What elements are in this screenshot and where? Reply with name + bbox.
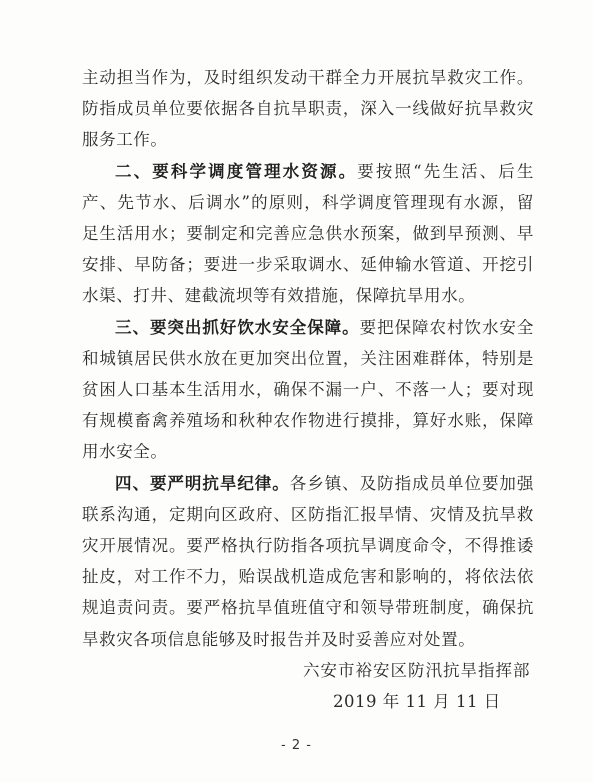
section-2-heading: 二、要科学调度管理水资源。: [115, 161, 358, 181]
section-3-paragraph: [82, 312, 534, 468]
section-2-paragraph: [82, 156, 534, 312]
section-4-body: 各乡镇、及防指成员单位要加强联系沟通，定期向区政府、区防指汇报旱情、灾情及抗旱救灾开展情况。要严格执行防指各项抗旱调度命令，不得推诿扯皮，对工作不力，贻误战机造成危害和影响的，将依法依规追责问责。要严格抗旱值班值守和领导带班制度，确保抗旱救灾各项信息能够及时报告并及时妥善应对处置。: [82, 473, 535, 649]
section-4-paragraph: [82, 468, 534, 655]
signature-date: 2019 年 11 月 11 日: [333, 692, 501, 711]
section-2-body: 要按照“先生活、后生产、先节水、后调水”的原则，科学调度管理现有水源，留足生活用水；要制定和完善应急供水预案，做到早预测、早安排、早防备；要进一步采取调水、延伸输水管道、开挖引水渠、打井、建截流坝等有效措施，保障抗旱用水。: [82, 161, 534, 306]
section-3-body: 要把保障农村饮水安全和城镇居民供水放在更加突出位置，关注困难群体，特别是贫困人口基本生活用水，确保不漏一户、不落一人；要对现有规模畜禽养殖场和秋种农作物进行摸排，算好水账，保障用水安全。: [82, 317, 535, 462]
page-number: - 2 -: [281, 738, 312, 753]
document-body: [82, 62, 534, 655]
section-4-heading: 四、要严明抗旱纪律。: [115, 473, 290, 493]
section-3-heading: 三、要突出抓好饮水安全保障。: [115, 317, 360, 337]
continuation-paragraph: 主动担当作为，及时组织发动干群全力开展抗旱救灾工作。防指成员单位要依据各自抗旱职责，深入一线做好抗旱救灾服务工作。: [82, 68, 534, 150]
signature-organization: 六安市裕安区防汛抗旱指挥部: [303, 661, 531, 680]
